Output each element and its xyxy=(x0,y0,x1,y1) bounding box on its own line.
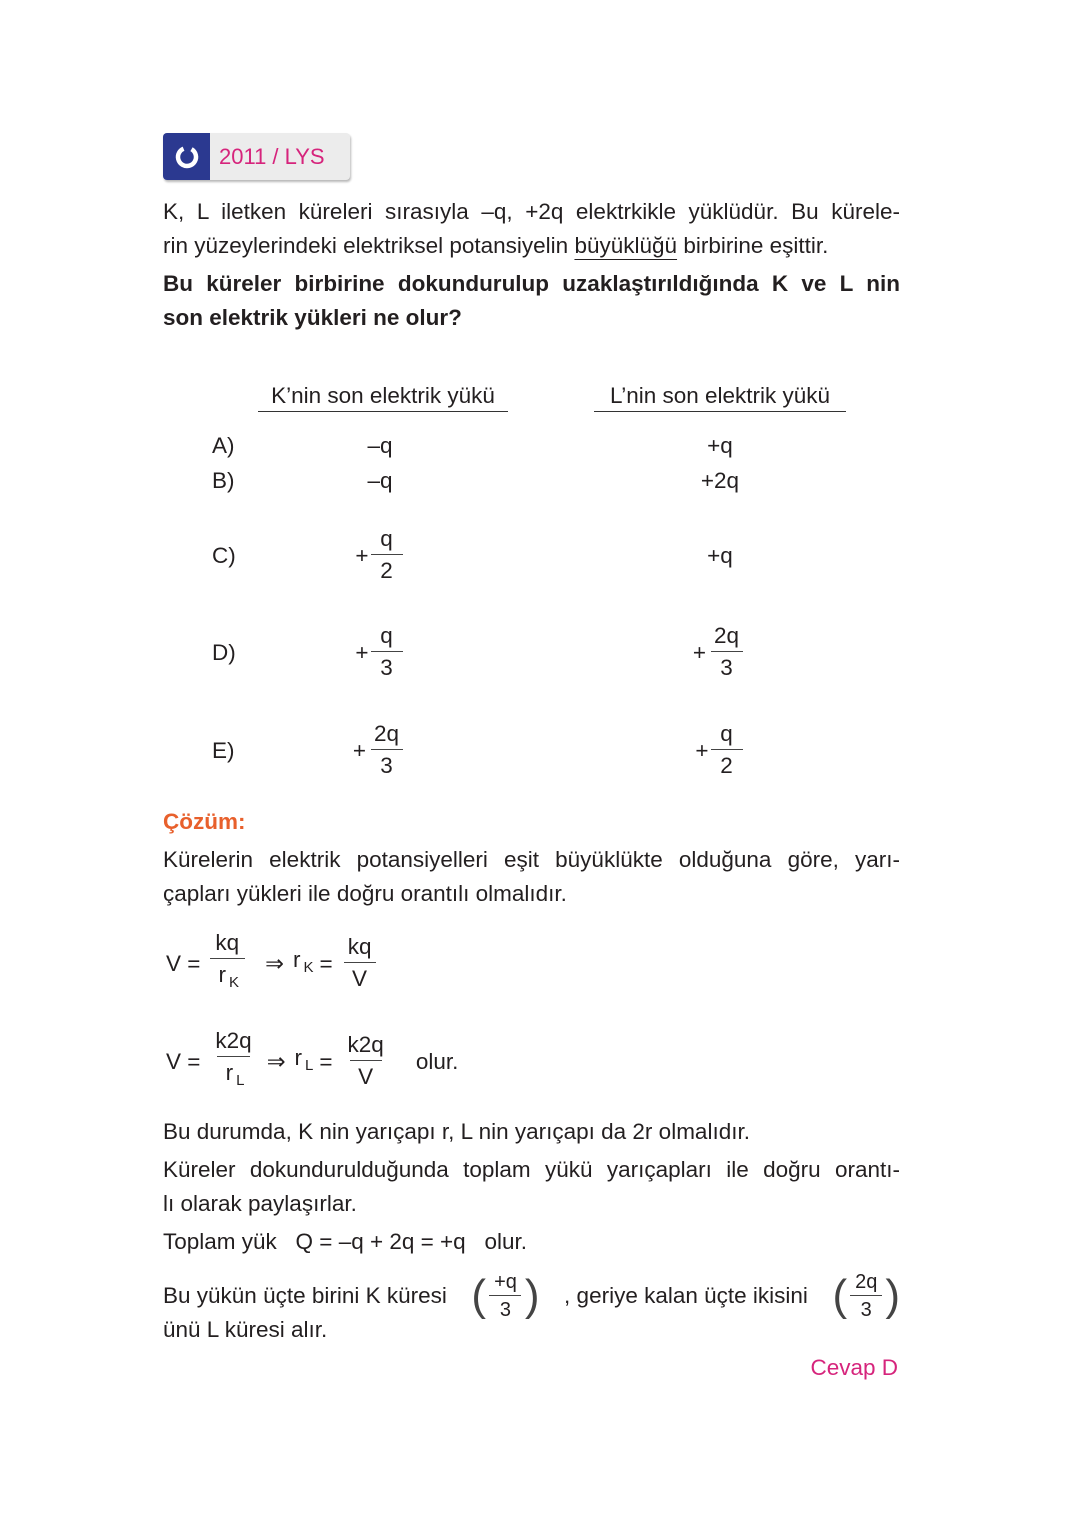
solution-last-line-2: ünü L küresi alır. xyxy=(163,1317,328,1342)
sign: + xyxy=(355,542,369,568)
question-text-end: birbirine eşittir. xyxy=(683,233,829,258)
fraction xyxy=(371,524,403,587)
fraction xyxy=(368,719,405,782)
eq-lhs: V = xyxy=(166,1048,201,1074)
question-bold-1: Bu küreler birbirine dokundurulup uzaklaştırıldığında K ve L nin xyxy=(163,271,900,296)
option-label[interactable]: D) xyxy=(212,640,236,665)
fraction xyxy=(711,719,743,782)
option-l-value: +2q xyxy=(700,468,740,493)
sign: + xyxy=(355,639,369,665)
numerator: kq xyxy=(215,930,240,955)
option-k-value xyxy=(300,719,460,782)
k-column-header: K’nin son elektrik yükü xyxy=(258,381,508,412)
denominator: 3 xyxy=(371,749,403,782)
option-l-value xyxy=(640,719,800,782)
question-line-2 xyxy=(163,231,900,261)
underlined-word: büyüklüğü xyxy=(574,233,678,258)
implies-arrow: ⇒ xyxy=(265,950,285,976)
denominator: r $_K$ xyxy=(210,958,246,999)
radius: r $_K$ xyxy=(293,946,314,976)
solution-title: Çözüm: xyxy=(163,809,246,834)
answer-label: Cevap D xyxy=(810,1355,898,1380)
option-l-value xyxy=(640,621,800,684)
sign: + xyxy=(692,639,707,665)
text: Bu yükün üçte birini K küresi xyxy=(163,1283,447,1308)
fraction: $\frac{k2q}{r _L}$ xyxy=(206,1026,260,1097)
option-k-value: –q xyxy=(367,468,393,493)
text: , geriye kalan üçte ikisini xyxy=(564,1283,808,1308)
option-label[interactable]: B) xyxy=(212,468,235,493)
solution-line-3: lı olarak paylaşırlar. xyxy=(163,1191,357,1216)
fraction-l: ( $\frac{2q}{3}$ ) xyxy=(832,1269,900,1324)
option-label[interactable]: A) xyxy=(212,433,235,458)
equals: = xyxy=(319,1048,333,1074)
sign: + xyxy=(352,737,367,763)
badge-label: 2011 / LYS xyxy=(219,144,325,169)
fraction: $\frac{kq}{V}$ xyxy=(339,932,381,995)
sign: + xyxy=(695,737,709,763)
implies-arrow: ⇒ xyxy=(266,1048,286,1074)
solution-line-4: Toplam yük Q = –q + 2q = +q olur. xyxy=(163,1229,527,1254)
solution-intro-2: çapları yükleri ile doğru orantılı olmalıdır. xyxy=(163,881,567,906)
denominator: 2 xyxy=(711,749,743,782)
numerator: q xyxy=(380,623,393,648)
option-label[interactable]: E) xyxy=(212,738,235,763)
option-l-value: +q xyxy=(707,433,733,458)
option-k-value xyxy=(300,524,460,587)
option-l-value: +q xyxy=(707,543,733,568)
fraction xyxy=(371,621,403,684)
denominator: 2 xyxy=(371,554,403,587)
refresh-circle-icon xyxy=(163,133,210,180)
solution-intro-1: Kürelerin elektrik potansiyelleri eşit büyüklükte olduğuna göre, yarı- xyxy=(163,847,900,872)
fraction xyxy=(206,928,248,999)
fraction-k: ( $\frac{+q}{3}$ ) xyxy=(471,1269,539,1324)
equation-2 xyxy=(163,1026,461,1097)
eq-tail: olur. xyxy=(415,1048,459,1074)
equals: = xyxy=(319,950,333,976)
question-text: rin yüzeylerindeki elektriksel potansiyelin xyxy=(163,233,569,258)
equation-1 xyxy=(163,928,383,999)
solution-line-2: Küreler dokundurulduğunda toplam yükü yarıçapları ile doğru orantı- xyxy=(163,1157,900,1182)
numerator: q xyxy=(720,721,733,746)
year-badge xyxy=(163,133,350,180)
numerator: 2q xyxy=(714,623,740,648)
fraction: $\frac{k2q}{V}$ xyxy=(339,1030,393,1093)
fraction xyxy=(708,621,745,684)
numerator: 2q xyxy=(374,721,400,746)
radius: r $_L$ xyxy=(294,1044,314,1074)
numerator: q xyxy=(380,526,393,551)
option-label[interactable]: C) xyxy=(212,543,236,568)
solution-line-1: Bu durumda, K nin yarıçapı r, L nin yarıçapı da 2r olmalıdır. xyxy=(163,1119,750,1144)
option-k-value xyxy=(300,621,460,684)
option-k-value: –q xyxy=(367,433,393,458)
denominator: 3 xyxy=(711,651,743,684)
question-bold-2: son elektrik yükleri ne olur? xyxy=(163,305,462,330)
denominator: 3 xyxy=(371,651,403,684)
eq-lhs: V = xyxy=(166,950,201,976)
question-line-1: K, L iletken küreleri sırasıyla –q, +2q elektrkikle yüklüdür. Bu kürele- xyxy=(163,199,900,224)
l-column-header: L’nin son elektrik yükü xyxy=(594,381,846,412)
